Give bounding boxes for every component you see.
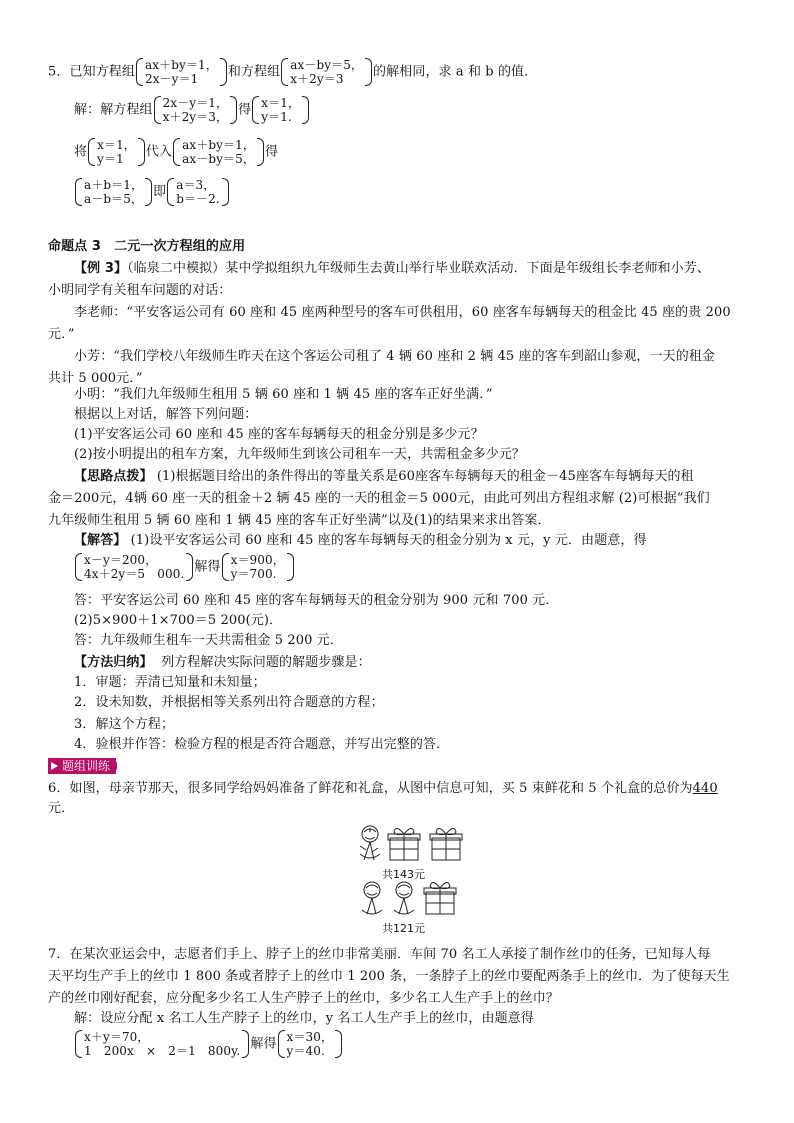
q7-solution: 解：设应分配 x 名工人生产脖子上的丝巾，y 名工人生产手上的丝巾，由题意得 <box>74 1011 534 1026</box>
teacher-dialog-line2: 元．” <box>48 327 75 342</box>
answer-systems <box>74 553 295 581</box>
gift-box-icon <box>424 882 456 914</box>
answer-mid: 解得 <box>194 559 221 575</box>
q5-res-mid: 即 <box>153 184 167 200</box>
hint-line3: 九年级师生租用 5 辆 60 座和 1 辆 45 座的客车正好坐满”以及(1)的结果来求出答案． <box>48 513 551 528</box>
hint-line1 <box>74 468 694 485</box>
equation-system-e: x＝1， y＝1 <box>88 138 145 166</box>
xiaofang-dialog-line1: 小芳：“我们学校八年级师生昨天在这个客运公司租了 4 辆 60 座和 2 辆 45 座的客车到韶山参观，一天的租金 <box>74 349 716 364</box>
q5-solution-line1 <box>74 96 310 124</box>
answer-text: (1)设平安客运公司 60 座和 45 座的客车每辆每天的租金分别为 x 元，y 元．由题意，得 <box>130 533 647 548</box>
topic-heading: 命题点 3 二元一次方程组的应用 <box>48 239 246 254</box>
q5-sol-mid: 得 <box>238 102 252 118</box>
teacher-dialog-line1: 李老师：“平安客运公司有 60 座和 45 座两种型号的客车可供租用，60 座客车每辆每天的租金比 45 座的贵 200 <box>74 305 731 320</box>
equation-system-h: a＝3， b＝－2. <box>167 178 229 206</box>
equation-system-k: x＋y＝70， 1 200x × 2＝1 800y. <box>75 1030 249 1058</box>
q5-solution-line3 <box>74 178 230 206</box>
q7-line3: 产的丝巾刚好配套，应分配多少名工人生产脖子上的丝巾，多少名工人生产手上的丝巾？ <box>48 991 559 1006</box>
equation-system-d: x＝1， y＝1. <box>252 96 309 124</box>
q5-solution-line2 <box>74 138 278 166</box>
answer-line2: 答：平安客运公司 60 座和 45 座的客车每辆每天的租金分别为 900 元和 700 元． <box>74 593 559 608</box>
q6-answer: 440 <box>692 781 718 796</box>
q6-line1 <box>48 780 718 797</box>
q5-sub-pre: 将 <box>74 144 88 160</box>
equation-system-a: ax＋by＝1， 2x－y＝1 <box>136 58 227 86</box>
flowers-gifts-figure <box>352 824 472 936</box>
flower-icon <box>360 826 380 860</box>
method-step-1: 1．审题：弄清已知量和未知量； <box>74 675 266 690</box>
q5-text-mid: 和方程组 <box>227 64 281 80</box>
answer-line4: 答：九年级师生租车一天共需租金 5 200 元． <box>74 633 343 648</box>
answer-line1 <box>74 532 647 549</box>
equation-system-l: x＝30， y＝40. <box>278 1030 343 1058</box>
hint-line2: 金＝200元，4辆 60 座一天的租金＋2 辆 45 座的一天的租金＝5 000元，由此可列出方程组求解 (2)可根据“我们 <box>48 491 710 506</box>
q5-statement <box>48 58 537 86</box>
flower-icon <box>362 882 382 914</box>
q7-mid: 解得 <box>250 1036 277 1052</box>
question-2: (2)按小明提出的租车方案，九年级师生到该公司租车一天，共需租金多少元？ <box>74 447 526 462</box>
method-label: 【方法归纳】 <box>74 655 153 670</box>
q7-line2: 天平均生产手上的丝巾 1 800 条或者脖子上的丝巾 1 200 条，一条脖子上的丝巾要配两条手上的丝巾．为了使每天生 <box>48 969 730 984</box>
q5-text-post: 的解相同，求 a 和 b 的值． <box>373 64 538 80</box>
method-step-4: 4．验根并作答：检验方程的根是否符合题意，并写出完整的答． <box>74 737 450 752</box>
q5-sol-pre: 解：解方程组 <box>74 102 153 118</box>
equation-system-i: x－y＝200， 4x＋2y＝5 000. <box>75 553 193 581</box>
figure-label-row1: 共143元 <box>382 868 425 881</box>
answer-label: 【解答】 <box>74 533 127 548</box>
equation-system-b: ax－by＝5， x＋2y＝3 <box>281 58 372 86</box>
q6-text: 6．如图，母亲节那天，很多同学给妈妈准备了鲜花和礼盒，从图中信息可知，买 5 束鲜花和 5 个礼盒的总价为 <box>48 781 693 796</box>
equation-system-g: a＋b＝1， a－b＝5， <box>75 178 152 206</box>
q7-systems <box>74 1030 343 1058</box>
question-prompt: 根据以上对话，解答下列问题： <box>74 407 258 422</box>
q7-line1: 7．在某次亚运会中，志愿者们手上、脖子上的丝巾非常美丽．车间 70 名工人承接了制作丝巾的任务，已知每人每 <box>48 947 711 962</box>
practice-badge: 题组训练 <box>48 758 116 774</box>
example-line1 <box>74 260 710 277</box>
q5-text-pre: 5．已知方程组 <box>48 64 135 80</box>
answer-line3: (2)5×900＋1×700＝5 200(元)． <box>74 613 283 628</box>
gift-box-icon <box>430 828 462 860</box>
example-text: （临泉二中模拟）某中学拟组织九年级师生去黄山举行毕业联欢活动．下面是年级组长李老师和小芳、 <box>127 261 711 276</box>
question-1: (1)平安客运公司 60 座和 45 座的客车每辆每天的租金分别是多少元？ <box>74 427 484 442</box>
equation-system-c: 2x－y＝1， x＋2y＝3， <box>154 96 238 124</box>
method-line <box>74 654 371 671</box>
flower-icon <box>394 882 414 914</box>
hint-text: (1)根据题目给出的条件得出的等量关系是60座客车每辆每天的租金－45座客车每辆每天的租 <box>156 469 694 484</box>
hint-label: 【思路点拨】 <box>74 469 153 484</box>
q5-sub-post: 得 <box>264 144 279 160</box>
equation-system-f: ax＋by＝1， ax－by＝5， <box>173 138 264 166</box>
q6-line2: 元． <box>48 801 75 816</box>
example-line2: 小明同学有关租车问题的对话： <box>48 283 232 298</box>
equation-system-j: x＝900， y＝700. <box>222 553 294 581</box>
xiaoming-dialog: 小明：“我们九年级师生租用 5 辆 60 座和 1 辆 45 座的客车正好坐满．” <box>74 387 493 402</box>
method-text: 列方程解决实际问题的解题步骤是： <box>161 655 371 670</box>
example-label: 【例 3】 <box>74 261 128 276</box>
figure-label-row2: 共121元 <box>382 922 425 935</box>
xiaofang-dialog-line2: 共计 5 000元．” <box>48 371 143 386</box>
method-step-3: 3．解这个方程； <box>74 717 175 732</box>
method-step-2: 2．设未知数，并根据相等关系列出符合题意的方程； <box>74 695 384 710</box>
q5-sub-mid: 代入 <box>145 144 173 160</box>
gift-box-icon <box>388 828 420 860</box>
